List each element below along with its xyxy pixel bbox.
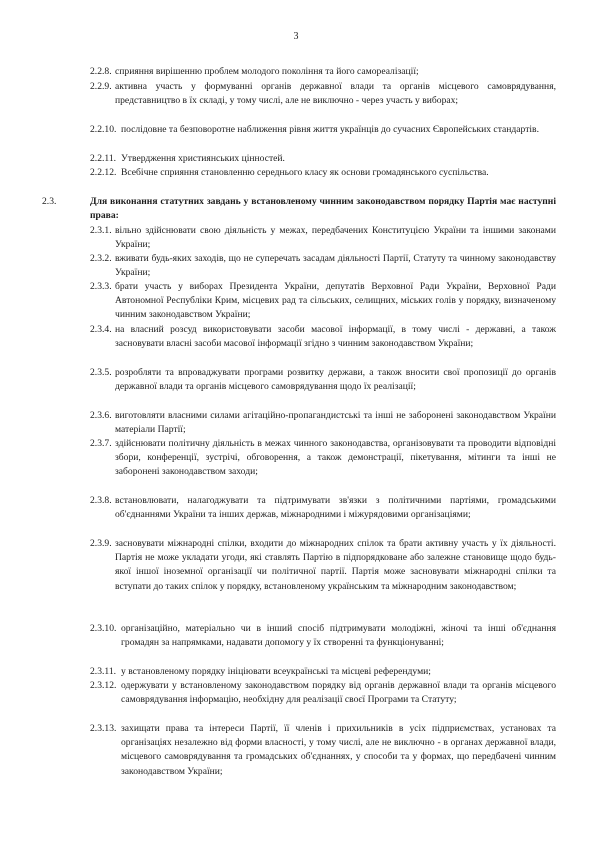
item-number: 2.3.10.	[90, 623, 117, 634]
item-number: 2.2.8.	[90, 66, 112, 77]
list-item	[90, 224, 556, 252]
item-text: одержувати у встановленому законодавством порядку від органів державної влади та органів місцевого самоврядування інформацію, необхідну для реалізації своєї Програми та Статуту;	[121, 680, 556, 706]
item-text: брати участь у виборах Президента України, депутатів Верховної Ради України, Верховної Ради Автономної Республіки Крим, місцевих рад та сільських, селищних, міських голів у порядку, визначеному чинним законодавством України;	[115, 281, 556, 321]
list-item	[90, 65, 556, 79]
list-item	[90, 323, 556, 351]
item-text: вільно здійснювати свою діяльність у межах, передбачених Конституцією України та іншими законами України;	[115, 225, 556, 251]
list-item	[90, 437, 556, 480]
list-item	[90, 80, 556, 108]
list-item	[90, 494, 556, 522]
item-text: встановлювати, налагоджувати та підтримувати зв'язки з політичними партіями, громадськими об'єднаннями України та інших держав, міжнародними і міжурядовими організаціями;	[115, 495, 556, 521]
item-text: вживати будь-яких заходів, що не суперечать засадам діяльності Партії, Статуту та чинному законодавству України;	[115, 253, 556, 279]
list-item	[90, 622, 556, 650]
list-item	[90, 166, 556, 180]
list-item	[90, 280, 556, 323]
item-number: 2.3.11.	[90, 666, 117, 677]
list-item	[90, 722, 556, 779]
item-number: 2.3.2.	[90, 253, 112, 264]
list-item	[90, 152, 556, 166]
list-item	[90, 123, 556, 137]
item-text: виготовляти власними силами агітаційно-пропагандистські та інші не заборонені законодавством України матеріали Партії;	[115, 410, 556, 436]
list-item	[90, 665, 556, 679]
page-number: 3	[293, 31, 299, 42]
item-text: здійснювати політичну діяльність в межах чинного законодавства, організовувати та проводити відповідні збори, конференції, зустрічі, обговорення, а також демонстрації, пікетування, мітинги та інші не заборонені законодавством заходи;	[115, 438, 556, 478]
item-text: на власний розсуд використовувати засоби масової інформації, в тому числі - державні, а також засновувати власні засоби масової інформації згідно з чинним законодавством України;	[115, 324, 556, 350]
item-number: 2.3.1.	[90, 225, 112, 236]
item-number: 2.3.13.	[90, 723, 117, 734]
item-text: послідовне та безповоротне наближення рівня життя українців до сучасних Європейських стандартів.	[121, 124, 539, 135]
list-item	[90, 679, 556, 707]
item-text: Всебічне сприяння становленню середнього класу як основи громадянського суспільства.	[121, 167, 489, 178]
item-text: організаційно, матеріально чи в інший спосіб підтримувати молодіжні, жіночі та інші об'єднання громадян за напрямками, надавати допомогу у їх створенні та функціонуванні;	[121, 623, 556, 649]
item-text: засновувати міжнародні спілки, входити до міжнародних спілок та брати активну участь у їх діяльності. Партія не може укладати угоди, які ставлять Партію в підпорядковане або залежне становище щодо будь-якої іншої іноземної організації чи політичної партії. Партія може засновувати міжнародні спілки та вступати до таких спілок у порядку, встановленому українським та міжнародним законодавством;	[115, 538, 556, 592]
item-number: 2.3.3.	[90, 281, 112, 292]
item-number: 2.2.9.	[90, 81, 112, 92]
item-number: 2.3.8.	[90, 495, 112, 506]
item-number: 2.3.5.	[90, 367, 112, 378]
item-number: 2.3.9.	[90, 538, 112, 549]
list-item	[90, 409, 556, 437]
section-heading	[42, 195, 556, 223]
item-number: 2.2.11.	[90, 153, 117, 164]
item-number: 2.3.12.	[90, 680, 117, 691]
item-number: 2.3.7.	[90, 438, 112, 449]
item-number: 2.3.6.	[90, 410, 112, 421]
item-number: 2.2.10.	[90, 124, 117, 135]
item-text: активна участь у формуванні органів державної влади та органів місцевого самоврядування, представництво в їх складі, у тому числі, але не виключно - через участь у виборах;	[115, 81, 556, 107]
list-item	[90, 252, 556, 280]
item-number: 2.2.12.	[90, 167, 117, 178]
list-item	[90, 366, 556, 394]
item-text: розробляти та впроваджувати програми розвитку держави, а також вносити свої пропозиції до органів державної влади та органів місцевого самоврядування щодо їх реалізації;	[115, 367, 556, 393]
item-text: Утвердження християнських цінностей.	[121, 153, 285, 164]
item-text: захищати права та інтереси Партії, її членів і прихильників в усіх підприємствах, установах та організаціях незалежно від форми власності, у тому числі, але не виключно - в органах державної влади, місцевого самоврядування та громадських об'єднаннях, у способи та у формах, що передбачені чинним законодавством України;	[121, 723, 556, 777]
item-number: 2.3.4.	[90, 324, 112, 335]
section-text: Для виконання статутних завдань у встановленому чинним законодавством порядку Партія має наступні права:	[90, 196, 556, 222]
section-number: 2.3.	[42, 196, 57, 207]
item-text: сприяння вирішенню проблем молодого покоління та його самореалізації;	[115, 66, 419, 77]
item-text: у встановленому порядку ініціювати всеукраїнські та місцеві референдуми;	[121, 666, 431, 677]
list-item	[90, 537, 556, 594]
